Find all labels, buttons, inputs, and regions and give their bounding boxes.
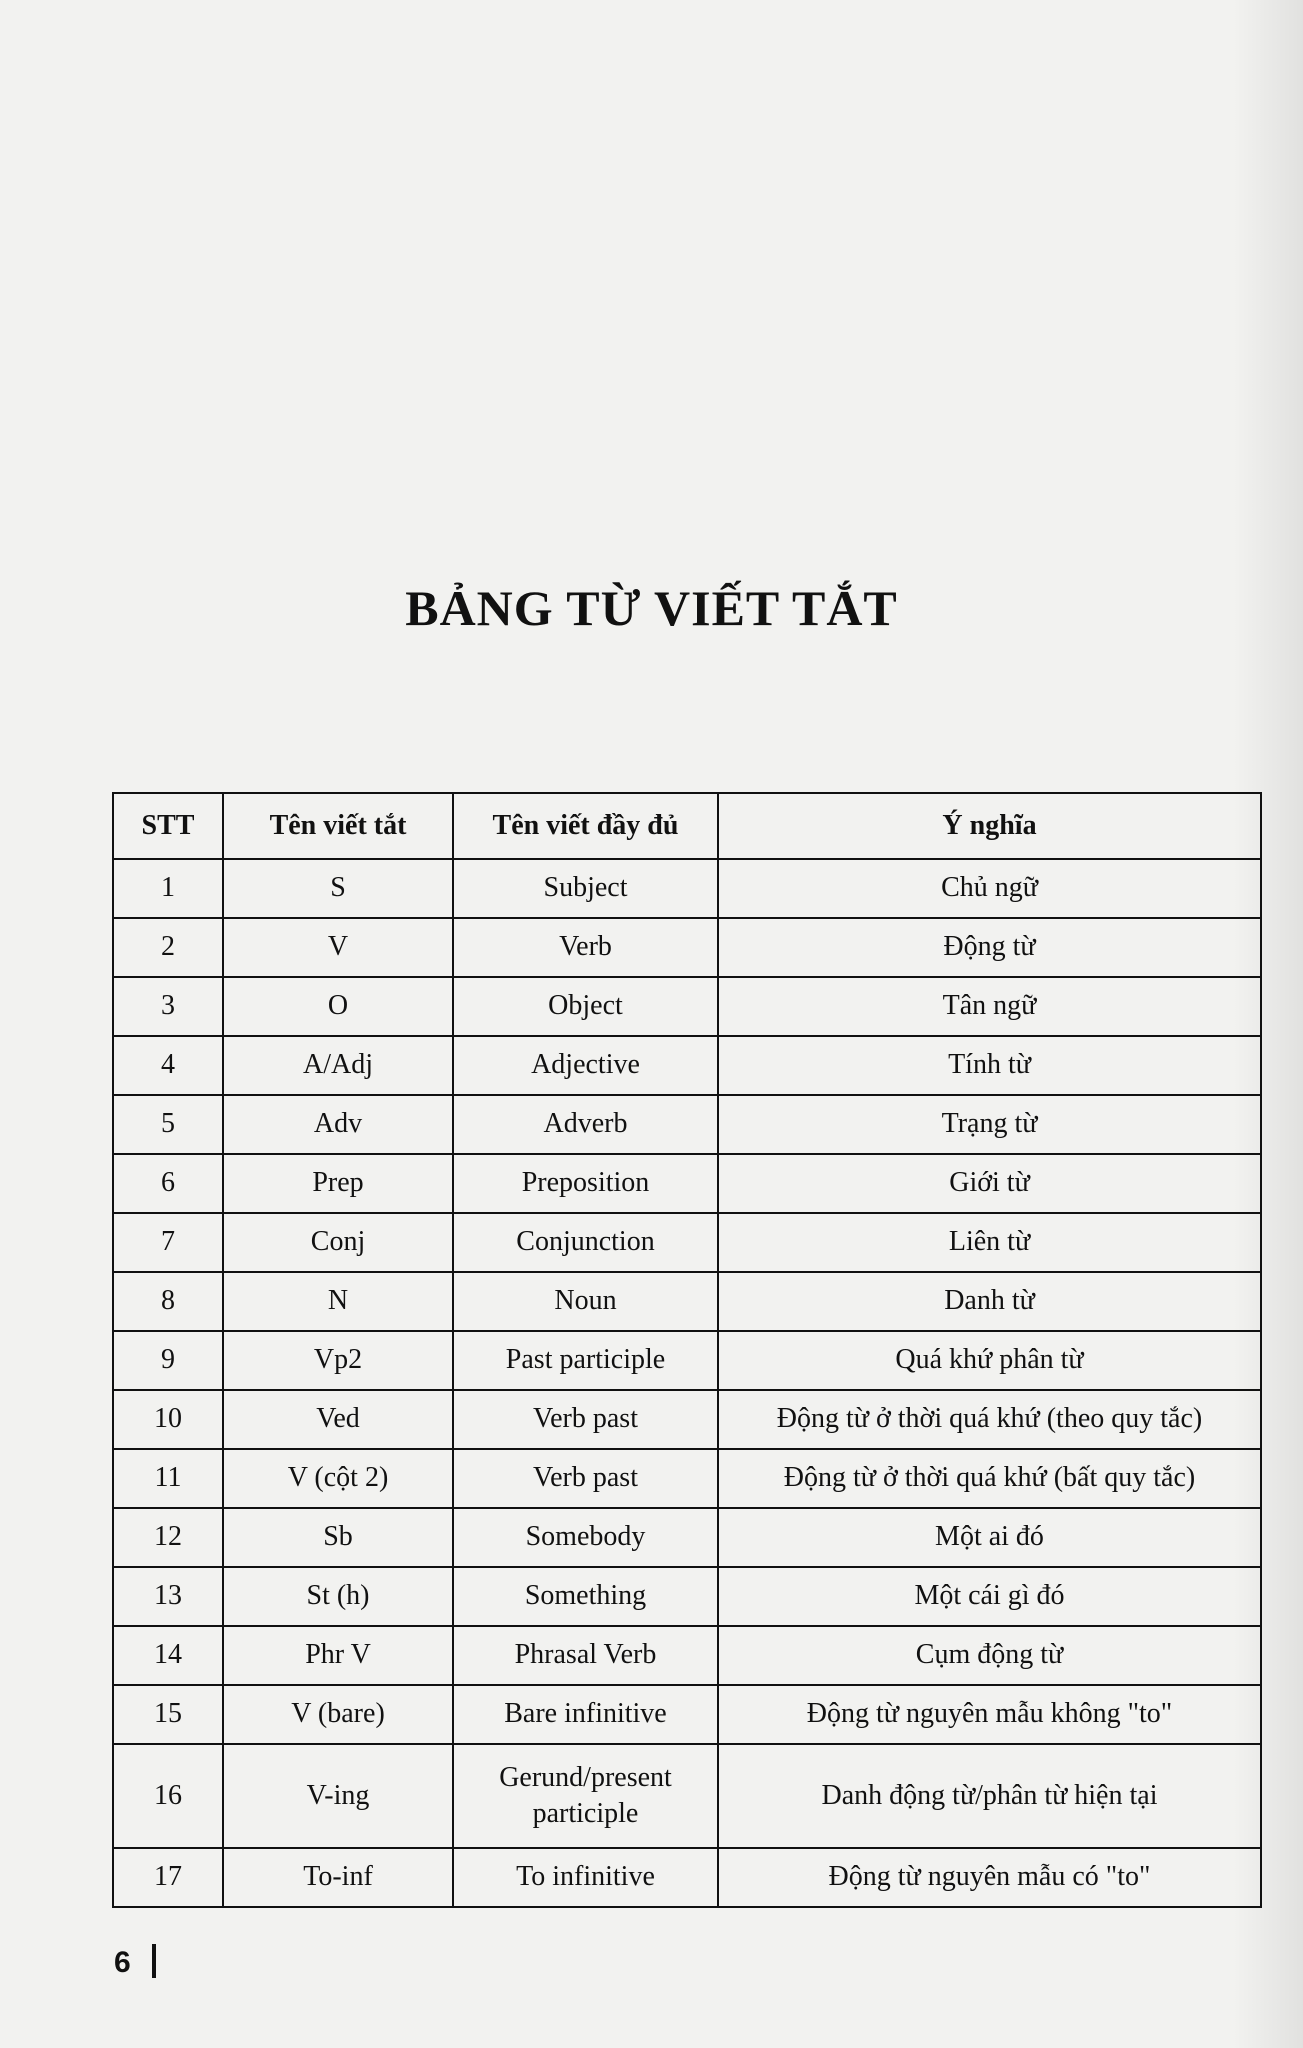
cell-stt: 6 (113, 1154, 223, 1213)
cell-full-name: Object (453, 977, 718, 1036)
abbreviation-table (112, 792, 1262, 1908)
cell-meaning: Động từ nguyên mẫu có "to" (718, 1848, 1261, 1907)
header-full-name: Tên viết đầy đủ (453, 793, 718, 859)
table-row (113, 1567, 1261, 1626)
cell-abbreviation: N (223, 1272, 453, 1331)
cell-meaning: Danh từ (718, 1272, 1261, 1331)
cell-full-name: Past participle (453, 1331, 718, 1390)
cell-full-name: Preposition (453, 1154, 718, 1213)
cell-stt: 1 (113, 859, 223, 918)
cell-full-name: Somebody (453, 1508, 718, 1567)
cell-stt: 5 (113, 1095, 223, 1154)
cell-abbreviation: St (h) (223, 1567, 453, 1626)
table-row (113, 1626, 1261, 1685)
cell-stt: 11 (113, 1449, 223, 1508)
cell-full-name: Gerund/present participle (453, 1744, 718, 1848)
cell-meaning: Quá khứ phân từ (718, 1331, 1261, 1390)
cell-meaning: Một ai đó (718, 1508, 1261, 1567)
table-row (113, 859, 1261, 918)
table-row (113, 1744, 1261, 1848)
cell-abbreviation: V (223, 918, 453, 977)
cell-meaning: Động từ (718, 918, 1261, 977)
cell-full-name: Adverb (453, 1095, 718, 1154)
cell-abbreviation: V (cột 2) (223, 1449, 453, 1508)
cell-full-name: Subject (453, 859, 718, 918)
table-header-row (113, 793, 1261, 859)
cell-stt: 9 (113, 1331, 223, 1390)
cell-stt: 12 (113, 1508, 223, 1567)
cell-abbreviation: Phr V (223, 1626, 453, 1685)
cell-stt: 15 (113, 1685, 223, 1744)
cell-stt: 14 (113, 1626, 223, 1685)
cell-abbreviation: O (223, 977, 453, 1036)
table-row (113, 918, 1261, 977)
cell-full-name: Bare infinitive (453, 1685, 718, 1744)
cell-meaning: Động từ nguyên mẫu không "to" (718, 1685, 1261, 1744)
cell-meaning: Trạng từ (718, 1095, 1261, 1154)
cell-full-name: Verb past (453, 1390, 718, 1449)
cell-full-name: Verb (453, 918, 718, 977)
table-row (113, 1331, 1261, 1390)
cell-stt: 2 (113, 918, 223, 977)
page-title: BẢNG TỪ VIẾT TẮT (405, 579, 898, 636)
table-row (113, 977, 1261, 1036)
cell-full-name: Noun (453, 1272, 718, 1331)
table-row (113, 1390, 1261, 1449)
table-row (113, 1213, 1261, 1272)
cell-meaning: Chủ ngữ (718, 859, 1261, 918)
cell-stt: 13 (113, 1567, 223, 1626)
cell-stt: 8 (113, 1272, 223, 1331)
cell-stt: 7 (113, 1213, 223, 1272)
cell-meaning: Động từ ở thời quá khứ (theo quy tắc) (718, 1390, 1261, 1449)
table-row (113, 1272, 1261, 1331)
cell-abbreviation: S (223, 859, 453, 918)
table-row (113, 1508, 1261, 1567)
cell-meaning: Tân ngữ (718, 977, 1261, 1036)
cell-full-name: Adjective (453, 1036, 718, 1095)
cell-meaning: Động từ ở thời quá khứ (bất quy tắc) (718, 1449, 1261, 1508)
cell-meaning: Cụm động từ (718, 1626, 1261, 1685)
cell-full-name: Something (453, 1567, 718, 1626)
cell-abbreviation: Ved (223, 1390, 453, 1449)
cell-meaning: Giới từ (718, 1154, 1261, 1213)
cell-full-name: Phrasal Verb (453, 1626, 718, 1685)
cell-stt: 17 (113, 1848, 223, 1907)
cell-abbreviation: Conj (223, 1213, 453, 1272)
table-row (113, 1848, 1261, 1907)
cell-abbreviation: Vp2 (223, 1331, 453, 1390)
table-row (113, 1095, 1261, 1154)
cell-meaning: Danh động từ/phân từ hiện tại (718, 1744, 1261, 1848)
cell-meaning: Một cái gì đó (718, 1567, 1261, 1626)
cell-abbreviation: A/Adj (223, 1036, 453, 1095)
table-row (113, 1449, 1261, 1508)
table-row (113, 1685, 1261, 1744)
cell-stt: 4 (113, 1036, 223, 1095)
table-body (113, 859, 1261, 1907)
header-stt: STT (113, 793, 223, 859)
table-row (113, 1154, 1261, 1213)
cell-full-name: Conjunction (453, 1213, 718, 1272)
header-abbreviation: Tên viết tắt (223, 793, 453, 859)
cell-abbreviation: To-inf (223, 1848, 453, 1907)
cell-abbreviation: Adv (223, 1095, 453, 1154)
header-meaning: Ý nghĩa (718, 793, 1261, 859)
cell-meaning: Tính từ (718, 1036, 1261, 1095)
cell-stt: 10 (113, 1390, 223, 1449)
cell-meaning: Liên từ (718, 1213, 1261, 1272)
cell-abbreviation: Sb (223, 1508, 453, 1567)
cell-stt: 3 (113, 977, 223, 1036)
table-row (113, 1036, 1261, 1095)
cell-abbreviation: V-ing (223, 1744, 453, 1848)
page-number: 6 (114, 1946, 131, 1979)
cell-abbreviation: V (bare) (223, 1685, 453, 1744)
page-number-divider (152, 1944, 156, 1978)
cell-full-name: To infinitive (453, 1848, 718, 1907)
cell-stt: 16 (113, 1744, 223, 1848)
cell-full-name: Verb past (453, 1449, 718, 1508)
cell-abbreviation: Prep (223, 1154, 453, 1213)
